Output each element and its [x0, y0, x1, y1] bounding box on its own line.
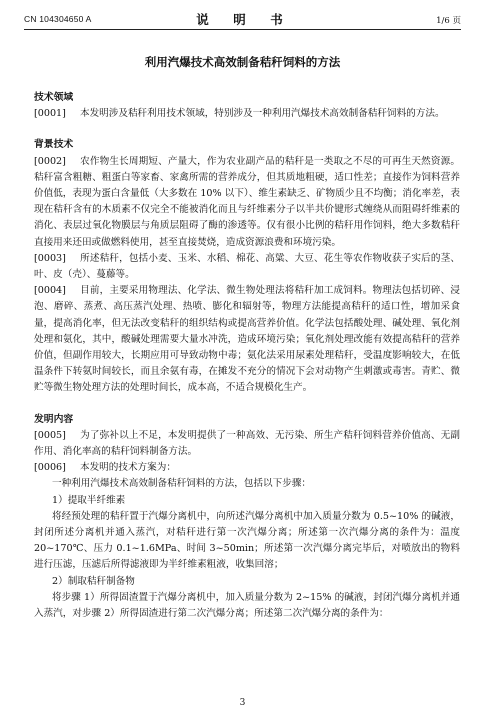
paragraph-number: [0006]: [34, 462, 66, 474]
step-1-title: 1）提取半纤维素: [52, 494, 126, 506]
paragraph-number: [0003]: [34, 252, 66, 264]
paragraph-text: 本发明的技术方案为：: [80, 462, 176, 474]
paragraph-number: [0005]: [34, 429, 66, 441]
document-body: [34, 90, 460, 622]
document-number: CN 104304650 A: [24, 14, 92, 24]
paragraph-0004: [34, 283, 460, 396]
section-heading: 背景技术: [34, 139, 74, 151]
paragraph-0005: [34, 428, 460, 460]
document-type: 说 明 书: [196, 12, 289, 27]
paragraph-0002: [34, 154, 460, 251]
step-1-text: 将经预处理的秸秆置于汽爆分离机中，向所述汽爆分离机中加入质量分数为 0.5~10% 的碱液，封闭所述分离机并通入蒸汽，对秸秆进行第一次汽爆分离；所述第一次汽爆分离的条件为：温度 20~170℃、压力 0.1~1.6MPa、时间 3~50min；所述第一次汽爆分离完毕后，对喷放出的物料进行压滤，压滤后所得滤液即为半纤维素粗液，收集回溶；: [34, 510, 460, 571]
paragraph-number: [0001]: [34, 108, 66, 120]
paragraph-0006: [34, 460, 460, 476]
paragraph-number: [0002]: [34, 155, 66, 167]
paragraph-0003: [34, 251, 460, 283]
paragraph-text: 本发明涉及秸秆利用技术领域，特别涉及一种利用汽爆技术高效制备秸秆饲料的方法。: [80, 108, 445, 120]
paragraph-text: 所述秸秆，包括小麦、玉米、水稻、棉花、高粱、大豆、花生等农作物收获子实后的茎、叶、皮（壳）、蔓藤等。: [34, 252, 460, 281]
paragraph-text: 目前，主要采用物理法、化学法、微生物处理法将秸秆加工成饲料。物理法包括切碎、浸泡、磨碎、蒸煮、高压蒸汽处理、热喷、膨化和辐射等，物理方法能提高秸秆的适口性，增加采食量，提高消化率，但无法改变秸秆的组织结构或提高营养价值。化学法包括酸处理、碱处理、氧化剂处理和氨化，其中，酸碱处理需要大量水冲洗，造成环境污染；氧化剂处理改能有效提高秸秆的营养价值，但副作用较大，长期应用可导致动物中毒；氨化法采用尿素处理秸秆，受温度影响较大，在低温条件下转氨时间较长，而且余氨有毒，在摊发不充分的情况下会对动物产生刺激或毒害。青贮、微贮等微生物处理方法的处理时间长，成本高，不适合规模化生产。: [34, 285, 460, 394]
paragraph-text: 为了弥补以上不足，本发明提供了一种高效、无污染、所生产秸秆饲料营养价值高、无副作用、消化率高的秸秆饲料制备方法。: [34, 429, 460, 458]
page-number: 3: [239, 698, 246, 708]
section-heading: 技术领域: [34, 92, 74, 103]
paragraph-text: 农作物生长周期短、产量大，作为农业副产品的秸秆是一类取之不尽的可再生天然资源。秸秆富含粗糖、粗蛋白等家畜、家禽所需的营养成分，但其质地粗硬，适口性差；直接作为饲料营养价值低，表现为蛋白含量低（大多数在 10% 以下）、维生素缺乏、矿物质少且不均衡；消化率差，表现在秸秆含有的木质素不仅完全不能被消化而且与纤维素分子以半共价键形式缠绕从而阻碍纤维素的消化、表层过氧化物膜层与角质层阻碍了酶的渗透等。仅有很小比例的秸秆用作饲料，绝大多数秸秆直接用来还田或做燃料使用，甚至直接焚烧，造成资源浪费和环境污染。: [34, 155, 460, 248]
page-info: 1/6 页: [436, 16, 461, 26]
document-title: 利用汽爆技术高效制备秸秆饲料的方法: [144, 55, 341, 69]
method-intro: 一种利用汽爆技术高效制备秸秆饲料的方法，包括以下步骤：: [52, 478, 312, 490]
step-2-title: 2）制取秸秆制备物: [52, 575, 135, 587]
step-2-text: 将步骤 1）所得固渣置于汽爆分离机中，加入质量分数为 2~15% 的碱液，封闭汽爆分离机并通入蒸汽，对步骤 2）所得固渣进行第二次汽爆分离；所述第二次汽爆分离的条件为：: [34, 591, 460, 620]
section-heading: 发明内容: [34, 413, 74, 425]
header-rule: [24, 29, 461, 30]
paragraph-0001: [34, 106, 460, 122]
paragraph-number: [0004]: [34, 285, 66, 297]
page-header: [0, 0, 485, 30]
